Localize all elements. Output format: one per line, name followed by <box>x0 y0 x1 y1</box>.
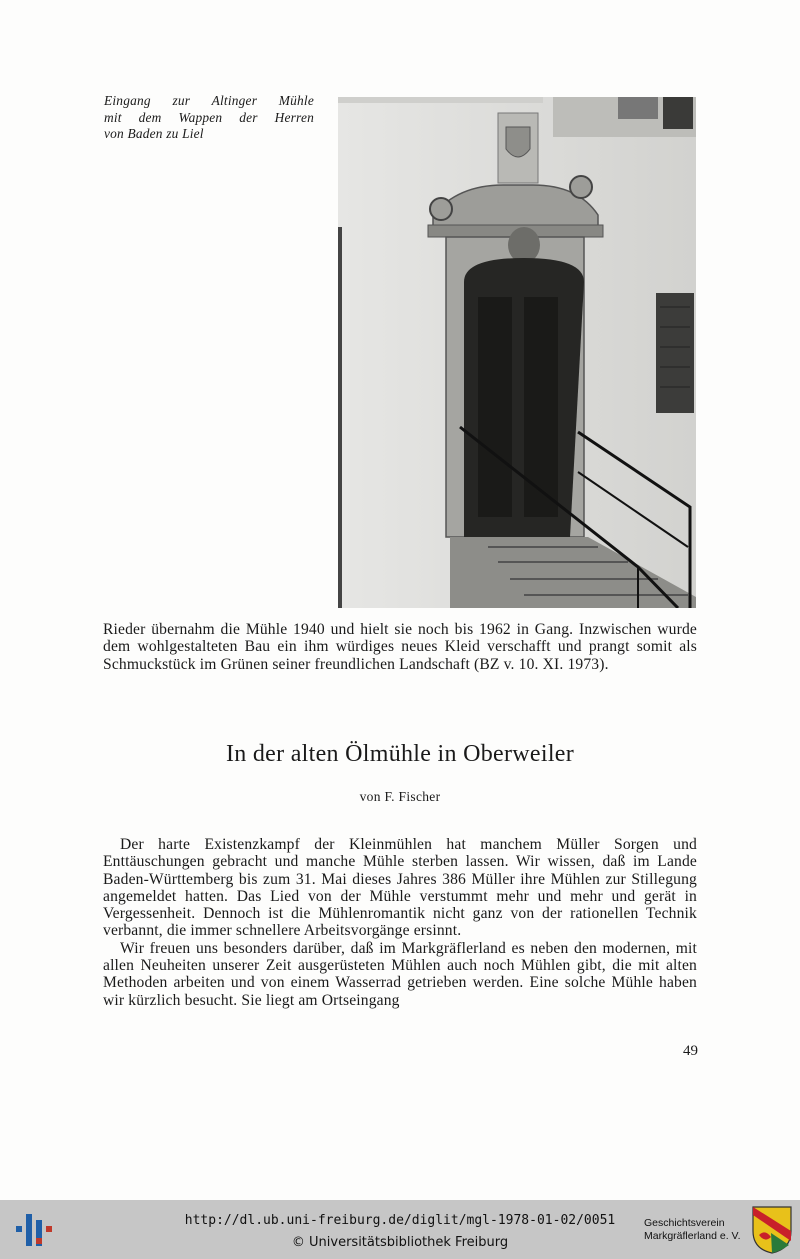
photo-doorway-image <box>338 97 696 608</box>
paragraph-text: Rieder übernahm die Mühle 1940 und hielt sie noch bis 1962 in Gang. Inzwischen wurde dem wohlgestalteten Bau ein ihm würdiges neues Kleid verschafft und prangt somit als Schmuckstück im Grünen seiner freundlichen Landschaft (BZ v. 10. XI. 1973). <box>103 621 697 673</box>
footer-bar <box>0 1200 800 1259</box>
paragraph-text: Der harte Existenzkampf der Kleinmühlen hat manchem Müller Sorgen und Enttäuschungen gebracht und manche Mühle sterben lassen. Wir wissen, daß im Lande Baden-Württemberg bis zum 31. Mai dieses Jahres 386 Müller ihre Mühlen zur Stillegung angemeldet hatten. Das Lied von der Mühle verstummt mehr und mehr und gerät in Vergessenheit. Dennoch ist die Mühlenromantik nicht ganz von der rationellen Technik verbannt, die immer schnellere Arbeitsvorgänge ersinnt. <box>103 836 697 940</box>
article-body <box>103 836 697 1009</box>
page-number: 49 <box>683 1043 698 1059</box>
intro-paragraph <box>103 621 697 673</box>
caption-line: mit dem Wappen der Herren <box>104 109 314 125</box>
org-name-line: Markgräflerland e. V. <box>644 1230 741 1242</box>
paragraph-text: Wir freuen uns besonders darüber, daß im Markgräflerland es neben den modernen, mit allen Neuheiten unserer Zeit ausgerüsteten Mühlen auch noch Mühlen gibt, die mit alten Methoden arbeiten und von einem Wasserrad getrieben werden. Eine solche Mühle haben wir kürzlich besucht. Sie liegt am Ortseingang <box>103 939 697 1009</box>
library-logo-icon[interactable] <box>14 1208 54 1252</box>
article-title: In der alten Ölmühle in Oberweiler <box>225 741 575 767</box>
org-name-line: Geschichtsverein <box>644 1217 725 1229</box>
footer-copyright: © Universitätsbibliothek Freiburg <box>291 1235 509 1250</box>
doorway-photo <box>338 97 696 608</box>
footer-organization[interactable] <box>644 1217 754 1243</box>
article-author: von F. Fischer <box>359 789 441 804</box>
caption-line: Eingang zur Altinger Mühle <box>104 93 314 108</box>
photo-caption <box>104 93 314 143</box>
caption-line: von Baden zu Liel <box>104 126 204 141</box>
footer-url-link[interactable]: http://dl.ub.uni-freiburg.de/diglit/mgl-1978-01-02/0051 <box>184 1213 616 1228</box>
crest-icon[interactable] <box>751 1205 793 1255</box>
